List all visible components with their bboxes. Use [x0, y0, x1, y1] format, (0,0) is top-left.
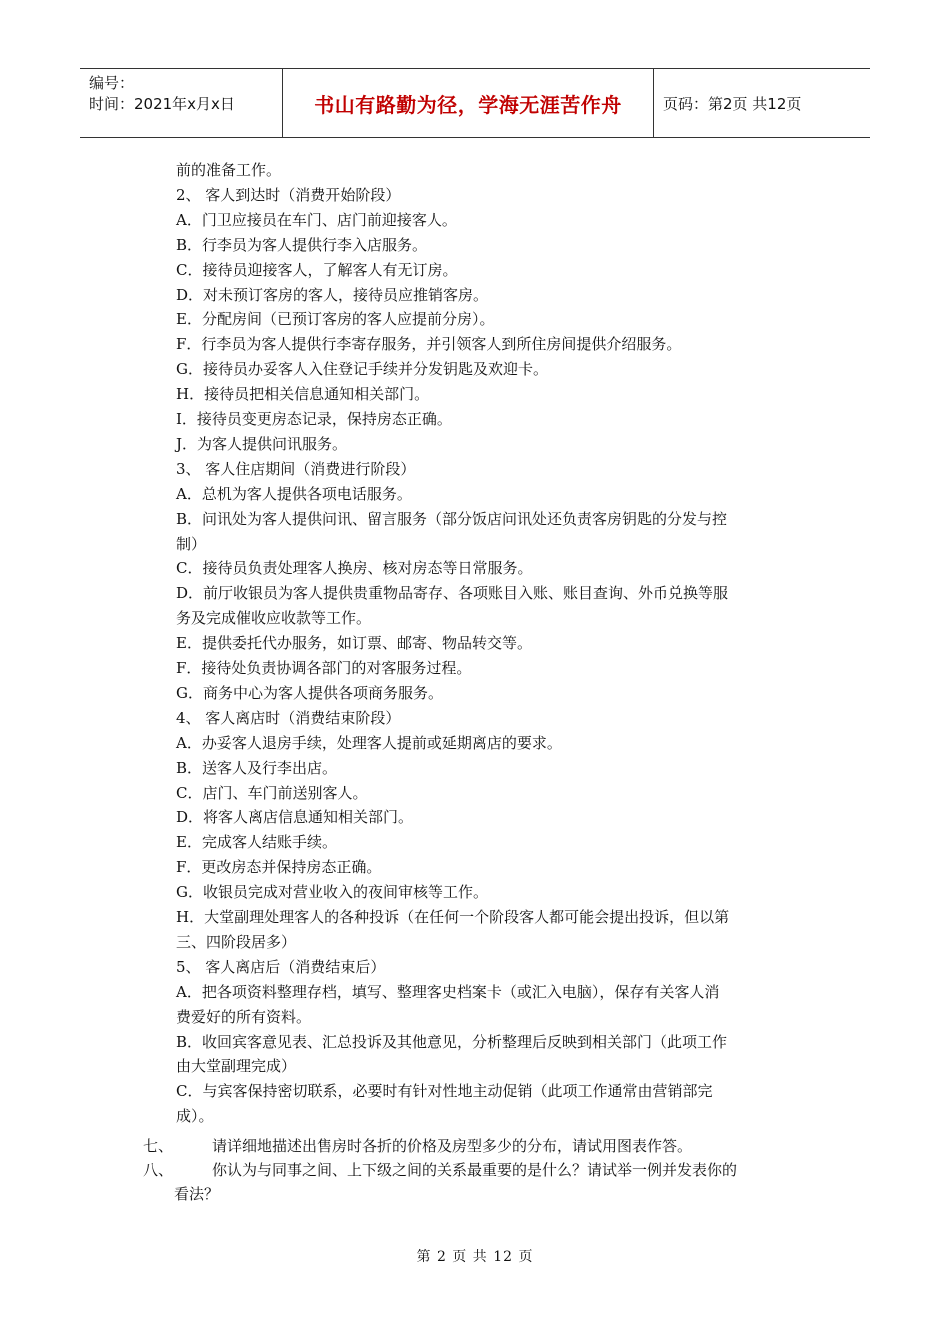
question-7-number: 七、: [143, 1137, 174, 1155]
document-number-label: 编号：: [89, 74, 135, 92]
body-line: F．更改房态并保持房态正确。: [176, 858, 382, 876]
body-line: E．分配房间（已预订客房的客人应提前分房）。: [176, 310, 495, 328]
body-line: 2、 客人到达时（消费开始阶段）: [176, 186, 401, 204]
body-line: B．送客人及行李出店。: [176, 759, 338, 777]
document-date-label: 时间：2021年x月x日: [89, 95, 235, 113]
body-line: B．收回宾客意见表、汇总投诉及其他意见，分析整理后反映到相关部门（此项工作: [176, 1033, 728, 1051]
body-line: I．接待员变更房态记录，保持房态正确。: [176, 410, 452, 428]
body-line: D．将客人离店信息通知相关部门。: [176, 808, 414, 826]
body-line: B．行李员为客人提供行李入店服务。: [176, 236, 428, 254]
body-line: D．对未预订客房的客人，接待员应推销客房。: [176, 286, 489, 304]
header-motto: 书山有路勤为径，学海无涯苦作舟: [283, 69, 654, 137]
body-line: 务及完成催收应收款等工作。: [176, 609, 372, 627]
body-line: 三、四阶段居多）: [176, 933, 297, 951]
body-line: 5、 客人离店后（消费结束后）: [176, 958, 386, 976]
body-line: E．提供委托代办服务，如订票、邮寄、物品转交等。: [176, 634, 532, 652]
body-line: D．前厅收银员为客人提供贵重物品寄存、各项账目入账、账目查询、外币兑换等服: [176, 584, 729, 602]
body-line: G．商务中心为客人提供各项商务服务。: [176, 684, 443, 702]
question-7-text: 请详细地描述出售房时各折的价格及房型多少的分布，请试用图表作答。: [212, 1137, 693, 1155]
body-line: 4、 客人离店时（消费结束阶段）: [176, 709, 401, 727]
body-line: A．门卫应接员在车门、店门前迎接客人。: [176, 211, 457, 229]
body-line: F．接待处负责协调各部门的对客服务过程。: [176, 659, 472, 677]
body-line: 前的准备工作。: [176, 161, 282, 179]
body-line: H．大堂副理处理客人的各种投诉（在任何一个阶段客人都可能会提出投诉，但以第: [176, 908, 730, 926]
body-line: F．行李员为客人提供行李寄存服务，并引领客人到所住房间提供介绍服务。: [176, 335, 682, 353]
body-line: C．接待员负责处理客人换房、核对房态等日常服务。: [176, 559, 533, 577]
question-8-number: 八、: [143, 1161, 174, 1179]
body-line: C．店门、车门前送别客人。: [176, 784, 368, 802]
body-line: 成）。: [176, 1107, 214, 1125]
body-line: A．总机为客人提供各项电话服务。: [176, 485, 412, 503]
body-line: J．为客人提供问讯服务。: [176, 435, 348, 453]
body-line: A．办妥客人退房手续，处理客人提前或延期离店的要求。: [176, 734, 562, 752]
body-line: 由大堂副理完成）: [176, 1057, 297, 1075]
body-line: 费爱好的所有资料。: [176, 1008, 312, 1026]
header-meta: [80, 69, 283, 137]
body-line: C．与宾客保持密切联系，必要时有针对性地主动促销（此项工作通常由营销部完: [176, 1082, 713, 1100]
question-8-text: 你认为与同事之间、上下级之间的关系最重要的是什么？请试举一例并发表你的: [212, 1161, 738, 1179]
body-line: G．收银员完成对营业收入的夜间审核等工作。: [176, 883, 488, 901]
body-line: H．接待员把相关信息通知相关部门。: [176, 385, 430, 403]
body-line: B．问讯处为客人提供问讯、留言服务（部分饭店问讯处还负责客房钥匙的分发与控: [176, 510, 728, 528]
header-page-label: 页码：第2页 共12页: [663, 94, 802, 113]
question-8-continuation: 看法？: [174, 1185, 220, 1203]
body-line: 3、 客人住店期间（消费进行阶段）: [176, 460, 416, 478]
body-line: A．把各项资料整理存档，填写、整理客史档案卡（或汇入电脑），保存有关客人消: [176, 983, 720, 1001]
body-line: C．接待员迎接客人，了解客人有无订房。: [176, 261, 458, 279]
body-line: G．接待员办妥客人入住登记手续并分发钥匙及欢迎卡。: [176, 360, 548, 378]
body-line: 制）: [176, 535, 207, 553]
page-header: [80, 68, 870, 138]
body-line: E．完成客人结账手续。: [176, 833, 337, 851]
page-footer: 第 2 页 共 12 页: [416, 1249, 534, 1265]
